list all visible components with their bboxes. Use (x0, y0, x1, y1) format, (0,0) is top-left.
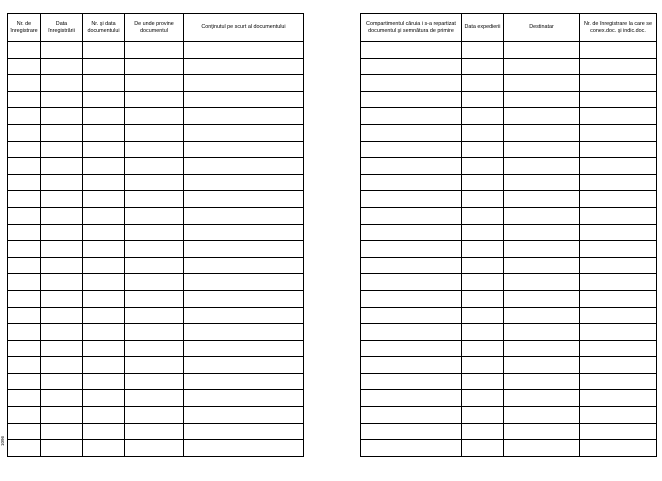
table-cell (504, 324, 580, 341)
table-row (8, 174, 304, 191)
table-cell (125, 241, 184, 258)
table-row (8, 207, 304, 224)
table-cell (83, 324, 125, 341)
table-row (361, 158, 657, 175)
table-row (361, 440, 657, 457)
table-row (8, 108, 304, 125)
table-cell (504, 75, 580, 92)
table-cell (361, 340, 462, 357)
table-row (361, 340, 657, 357)
table-cell (361, 440, 462, 457)
table-cell (361, 307, 462, 324)
table-cell (41, 191, 83, 208)
table-row (8, 42, 304, 59)
table-cell (580, 224, 657, 241)
table-cell (361, 241, 462, 258)
table-cell (361, 224, 462, 241)
right-table-body (361, 42, 657, 457)
table-cell (580, 373, 657, 390)
table-cell (580, 141, 657, 158)
table-cell (184, 191, 304, 208)
table-row (8, 373, 304, 390)
table-cell (361, 423, 462, 440)
table-cell (361, 257, 462, 274)
table-cell (504, 241, 580, 258)
table-cell (184, 324, 304, 341)
table-cell (83, 423, 125, 440)
table-cell (41, 174, 83, 191)
table-cell (83, 224, 125, 241)
table-cell (125, 124, 184, 141)
table-cell (41, 307, 83, 324)
table-cell (83, 241, 125, 258)
table-cell (504, 340, 580, 357)
table-cell (504, 58, 580, 75)
table-cell (184, 307, 304, 324)
table-cell (41, 407, 83, 424)
table-cell (8, 124, 41, 141)
table-cell (8, 158, 41, 175)
table-cell (462, 124, 504, 141)
table-cell (184, 58, 304, 75)
table-cell (8, 340, 41, 357)
table-cell (462, 440, 504, 457)
table-cell (83, 108, 125, 125)
table-cell (125, 357, 184, 374)
table-cell (184, 357, 304, 374)
table-cell (462, 423, 504, 440)
table-cell (184, 290, 304, 307)
table-cell (8, 324, 41, 341)
header-recipient: Destinatar (504, 14, 580, 42)
table-row (361, 191, 657, 208)
table-cell (580, 42, 657, 59)
table-row (361, 274, 657, 291)
table-cell (462, 357, 504, 374)
table-cell (8, 407, 41, 424)
table-cell (83, 58, 125, 75)
table-row (8, 440, 304, 457)
table-row (361, 207, 657, 224)
table-cell (41, 357, 83, 374)
table-cell (462, 108, 504, 125)
table-cell (125, 340, 184, 357)
table-row (8, 241, 304, 258)
table-cell (504, 174, 580, 191)
form-code: 1096 (0, 435, 5, 446)
table-cell (125, 224, 184, 241)
table-cell (125, 324, 184, 341)
table-cell (504, 274, 580, 291)
table-cell (83, 307, 125, 324)
table-row (8, 407, 304, 424)
table-cell (462, 207, 504, 224)
table-cell (125, 407, 184, 424)
table-cell (8, 307, 41, 324)
table-cell (504, 141, 580, 158)
table-cell (504, 207, 580, 224)
table-row (361, 390, 657, 407)
table-row (8, 124, 304, 141)
table-cell (361, 407, 462, 424)
table-cell (8, 191, 41, 208)
table-cell (83, 290, 125, 307)
table-cell (8, 141, 41, 158)
table-cell (580, 91, 657, 108)
table-cell (125, 91, 184, 108)
table-cell (462, 191, 504, 208)
table-cell (83, 158, 125, 175)
table-cell (504, 373, 580, 390)
table-cell (504, 423, 580, 440)
table-row (361, 307, 657, 324)
table-cell (184, 274, 304, 291)
table-cell (462, 158, 504, 175)
table-cell (184, 340, 304, 357)
table-row (8, 324, 304, 341)
table-cell (462, 274, 504, 291)
header-registration-date: Data înregistrării (41, 14, 83, 42)
table-cell (184, 174, 304, 191)
table-cell (125, 307, 184, 324)
table-cell (8, 257, 41, 274)
table-cell (580, 274, 657, 291)
table-cell (504, 91, 580, 108)
table-cell (462, 307, 504, 324)
table-cell (184, 141, 304, 158)
table-cell (41, 274, 83, 291)
table-cell (462, 75, 504, 92)
table-cell (8, 58, 41, 75)
table-row (361, 124, 657, 141)
table-cell (83, 174, 125, 191)
table-row (361, 407, 657, 424)
table-cell (462, 42, 504, 59)
table-cell (8, 174, 41, 191)
table-row (361, 423, 657, 440)
table-row (8, 307, 304, 324)
table-cell (580, 191, 657, 208)
table-cell (504, 290, 580, 307)
table-cell (184, 257, 304, 274)
table-cell (580, 174, 657, 191)
table-cell (361, 324, 462, 341)
table-cell (580, 423, 657, 440)
table-cell (8, 290, 41, 307)
table-cell (580, 108, 657, 125)
table-row (361, 357, 657, 374)
table-cell (580, 158, 657, 175)
table-cell (41, 324, 83, 341)
table-cell (361, 141, 462, 158)
table-cell (580, 357, 657, 374)
table-cell (504, 257, 580, 274)
table-cell (125, 373, 184, 390)
table-cell (41, 141, 83, 158)
table-row (361, 224, 657, 241)
table-cell (184, 224, 304, 241)
table-cell (580, 75, 657, 92)
table-cell (462, 290, 504, 307)
table-cell (184, 124, 304, 141)
table-row (361, 241, 657, 258)
table-cell (361, 191, 462, 208)
table-row (361, 91, 657, 108)
header-document-summary: Conţinutul pe scurt al documentului (184, 14, 304, 42)
table-cell (184, 207, 304, 224)
table-cell (184, 75, 304, 92)
header-document-number-date: Nr. şi data documentului (83, 14, 125, 42)
table-cell (125, 141, 184, 158)
table-row (361, 141, 657, 158)
table-cell (41, 58, 83, 75)
table-cell (83, 274, 125, 291)
table-cell (504, 390, 580, 407)
table-cell (580, 257, 657, 274)
table-cell (125, 207, 184, 224)
table-cell (462, 407, 504, 424)
table-cell (83, 141, 125, 158)
table-cell (504, 108, 580, 125)
table-cell (83, 124, 125, 141)
table-cell (184, 423, 304, 440)
header-document-origin: De unde provine documentul (125, 14, 184, 42)
table-cell (504, 357, 580, 374)
table-cell (125, 440, 184, 457)
table-cell (83, 257, 125, 274)
table-cell (8, 440, 41, 457)
table-cell (8, 108, 41, 125)
table-cell (504, 42, 580, 59)
table-cell (580, 290, 657, 307)
table-cell (8, 224, 41, 241)
table-cell (83, 42, 125, 59)
table-cell (8, 91, 41, 108)
table-cell (462, 224, 504, 241)
table-cell (462, 340, 504, 357)
table-cell (41, 91, 83, 108)
table-cell (361, 274, 462, 291)
table-row (8, 158, 304, 175)
table-cell (125, 423, 184, 440)
table-cell (361, 42, 462, 59)
table-cell (83, 440, 125, 457)
table-cell (41, 340, 83, 357)
table-cell (504, 440, 580, 457)
table-row (361, 42, 657, 59)
right-header-row (361, 14, 657, 42)
table-row (361, 373, 657, 390)
table-cell (8, 357, 41, 374)
table-row (8, 141, 304, 158)
table-row (8, 274, 304, 291)
table-cell (125, 290, 184, 307)
table-row (8, 257, 304, 274)
table-row (8, 340, 304, 357)
table-cell (361, 124, 462, 141)
table-cell (125, 108, 184, 125)
table-cell (8, 241, 41, 258)
table-cell (83, 191, 125, 208)
table-cell (462, 241, 504, 258)
table-cell (83, 373, 125, 390)
table-cell (41, 440, 83, 457)
table-row (361, 290, 657, 307)
table-cell (41, 257, 83, 274)
table-cell (361, 108, 462, 125)
table-cell (580, 340, 657, 357)
table-cell (184, 42, 304, 59)
table-cell (41, 373, 83, 390)
table-cell (184, 158, 304, 175)
table-cell (41, 75, 83, 92)
table-cell (8, 390, 41, 407)
table-cell (83, 91, 125, 108)
table-cell (41, 423, 83, 440)
table-cell (83, 407, 125, 424)
table-cell (462, 373, 504, 390)
table-cell (125, 58, 184, 75)
header-registration-number: Nr. de înregistrare (8, 14, 41, 42)
table-row (8, 75, 304, 92)
table-cell (580, 307, 657, 324)
table-row (361, 257, 657, 274)
table-cell (580, 407, 657, 424)
table-cell (580, 390, 657, 407)
table-cell (184, 390, 304, 407)
table-cell (361, 158, 462, 175)
table-cell (361, 290, 462, 307)
header-dispatch-date: Data expedierii (462, 14, 504, 42)
table-cell (41, 241, 83, 258)
table-cell (125, 257, 184, 274)
table-cell (361, 75, 462, 92)
table-cell (184, 91, 304, 108)
table-cell (184, 407, 304, 424)
table-cell (83, 75, 125, 92)
table-cell (83, 357, 125, 374)
table-cell (504, 407, 580, 424)
table-cell (462, 174, 504, 191)
table-cell (41, 224, 83, 241)
table-cell (462, 390, 504, 407)
table-cell (580, 58, 657, 75)
table-cell (41, 158, 83, 175)
table-row (8, 390, 304, 407)
table-cell (41, 42, 83, 59)
table-row (361, 108, 657, 125)
table-cell (504, 224, 580, 241)
table-cell (83, 207, 125, 224)
table-cell (361, 91, 462, 108)
table-cell (504, 307, 580, 324)
table-cell (462, 257, 504, 274)
table-cell (41, 207, 83, 224)
table-cell (125, 42, 184, 59)
table-cell (361, 58, 462, 75)
left-header-row (8, 14, 304, 42)
table-row (8, 357, 304, 374)
table-cell (184, 440, 304, 457)
table-cell (8, 42, 41, 59)
table-cell (184, 108, 304, 125)
table-cell (8, 373, 41, 390)
table-row (361, 58, 657, 75)
table-cell (361, 390, 462, 407)
table-row (8, 423, 304, 440)
table-cell (462, 91, 504, 108)
table-cell (580, 440, 657, 457)
table-cell (580, 241, 657, 258)
table-cell (41, 290, 83, 307)
table-cell (361, 357, 462, 374)
table-cell (361, 373, 462, 390)
table-row (8, 191, 304, 208)
table-cell (125, 390, 184, 407)
table-cell (8, 207, 41, 224)
table-cell (125, 174, 184, 191)
left-table-body (8, 42, 304, 457)
table-row (8, 224, 304, 241)
table-cell (361, 207, 462, 224)
right-register-table (360, 13, 657, 457)
table-cell (504, 191, 580, 208)
table-cell (8, 274, 41, 291)
table-cell (462, 58, 504, 75)
table-cell (125, 274, 184, 291)
table-cell (41, 390, 83, 407)
table-row (361, 174, 657, 191)
table-cell (504, 158, 580, 175)
table-cell (580, 207, 657, 224)
table-cell (83, 390, 125, 407)
table-cell (83, 340, 125, 357)
table-cell (41, 108, 83, 125)
table-cell (184, 373, 304, 390)
table-cell (125, 75, 184, 92)
table-row (361, 324, 657, 341)
table-cell (462, 324, 504, 341)
table-cell (580, 324, 657, 341)
table-row (8, 290, 304, 307)
table-cell (125, 158, 184, 175)
table-cell (504, 124, 580, 141)
header-department-signature: Compartimentul căruia i s-a repartizat documentul şi semnătura de primire (361, 14, 462, 42)
table-cell (41, 124, 83, 141)
header-linked-registration-number: Nr. de înregistrare la care se conex.doc. şi indic.doc. (580, 14, 657, 42)
table-cell (361, 174, 462, 191)
table-cell (8, 423, 41, 440)
table-cell (8, 75, 41, 92)
table-cell (462, 141, 504, 158)
table-cell (125, 191, 184, 208)
table-cell (580, 124, 657, 141)
table-row (8, 91, 304, 108)
table-cell (184, 241, 304, 258)
table-row (8, 58, 304, 75)
left-register-table (7, 13, 304, 457)
table-row (361, 75, 657, 92)
